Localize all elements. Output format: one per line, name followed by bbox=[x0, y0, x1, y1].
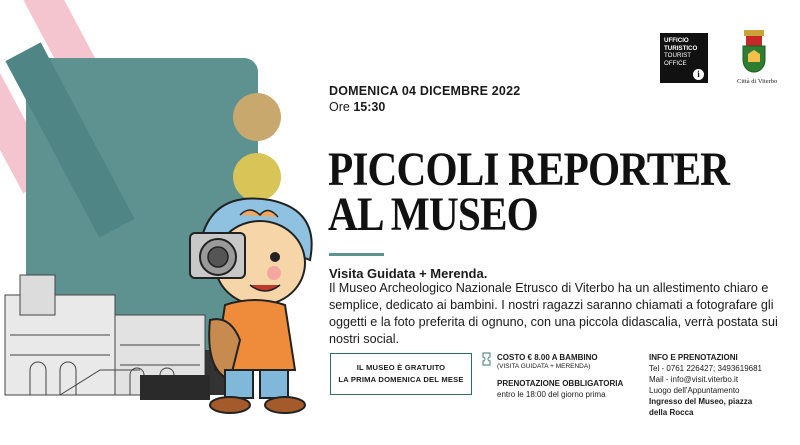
tan-circle bbox=[233, 93, 281, 141]
info-i-icon: i bbox=[693, 69, 704, 80]
event-title-line2: AL MUSEO bbox=[328, 188, 538, 241]
event-time-value: 15:30 bbox=[353, 100, 386, 114]
tourist-office-line4: OFFICE bbox=[664, 59, 687, 67]
ticket-icon bbox=[482, 352, 491, 366]
cost-line2: (VISITA GUIDATA + MERENDA) bbox=[497, 363, 591, 370]
city-name: Città di Viterbo bbox=[737, 78, 778, 85]
tourist-office-line3: TOURIST bbox=[664, 52, 692, 59]
info-mail-link[interactable]: info@visit.viterbo.it bbox=[670, 375, 739, 384]
info-heading: INFO E PRENOTAZIONI bbox=[649, 353, 738, 362]
event-time bbox=[329, 100, 385, 114]
free-museum-box bbox=[330, 353, 472, 395]
booking-line2: entro le 18:00 del giorno prima bbox=[497, 390, 606, 399]
child-photographer-illustration bbox=[170, 185, 330, 420]
cost-block bbox=[497, 352, 637, 371]
cost-line1: COSTO € 8.00 A BAMBINO bbox=[497, 353, 598, 362]
description-heading: Visita Guidata + Merenda. bbox=[329, 266, 488, 281]
info-meeting-place: Ingresso del Museo, piazza della Rocca bbox=[649, 397, 753, 417]
free-box-line2: LA PRIMA DOMENICA DEL MESE bbox=[338, 375, 464, 384]
event-title-line1: PICCOLI REPORTER bbox=[328, 143, 730, 196]
info-meeting-label: Luogo dell'Appuntamento bbox=[649, 386, 740, 395]
tourist-office-logo bbox=[660, 33, 708, 83]
info-mail bbox=[649, 374, 789, 385]
description-body: Il Museo Archeologico Nazionale Etrusco di Viterbo ha un allestimento chiaro e semplice, dedicato ai bambini. I nostri ragazzi saranno chiamati a fotografare gli oggetti e la foto preferita di ognuno, con una piccola didascalia, verrà postata sui nostri social. bbox=[329, 281, 778, 346]
booking-line1: PRENOTAZIONE OBBLIGATORIA bbox=[497, 379, 624, 388]
tourist-office-line1: UFFICIO bbox=[664, 37, 689, 44]
viterbo-crest-icon bbox=[741, 30, 767, 74]
tourist-office-line2: TURISTICO bbox=[664, 44, 698, 52]
info-mail-prefix: Mail - bbox=[649, 375, 671, 384]
info-tel: Tel - 0761 226427; 3493619681 bbox=[649, 364, 762, 373]
event-date: DOMENICA 04 DICEMBRE 2022 bbox=[329, 84, 521, 98]
info-block bbox=[649, 352, 789, 418]
divider bbox=[329, 253, 384, 256]
booking-block bbox=[497, 378, 642, 400]
event-time-prefix: Ore bbox=[329, 100, 354, 114]
free-box-line1: IL MUSEO È GRATUITO bbox=[356, 363, 446, 372]
